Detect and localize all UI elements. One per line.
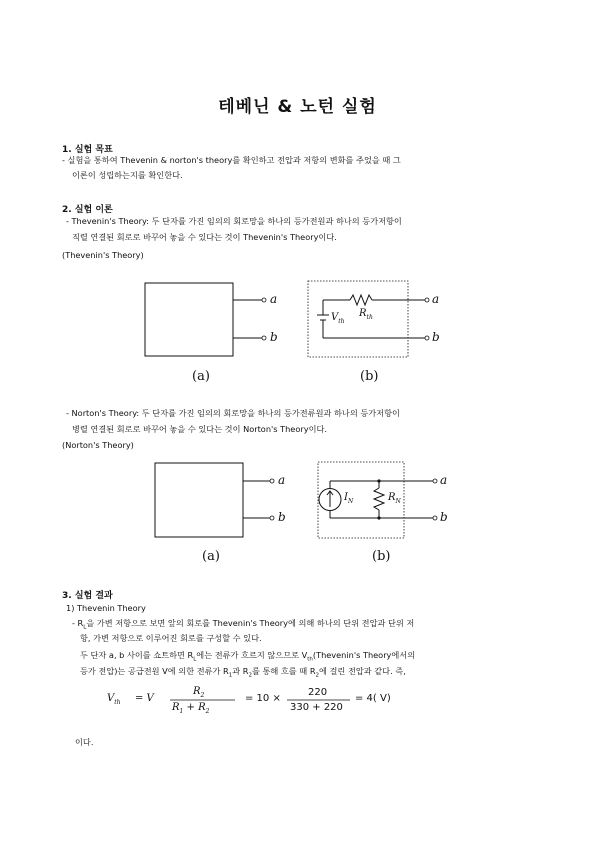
norton-label-b: b (278, 510, 286, 524)
s1-line1: - 실험을 통하여 Thevenin & norton's theory를 확인하고 전압과 저항의 변화를 주었을 때 그 (62, 155, 401, 165)
norton-label-a-b: a (440, 473, 448, 487)
rth-label: $R_{th}$ (359, 308, 373, 321)
caption-b: (b) (360, 369, 379, 384)
label-a: a (270, 292, 278, 306)
norton-label-b-b: b (440, 510, 448, 524)
resistor-rth (350, 295, 372, 305)
page-title: 테베닌 & 노턴 실험 (218, 97, 377, 117)
vth-label: $V_{th}$ (331, 312, 345, 325)
norton-label-a: a (278, 473, 286, 487)
norton-label: (Norton's Theory) (62, 440, 134, 450)
s3-sub1: 1) Thevenin Theory (66, 603, 146, 613)
section-1-heading: 1. 실험 목표 (62, 145, 113, 155)
thevenin-line1: - Thevenin's Theory: 두 단자를 가진 임의의 회로망을 하나의 등가전원과 하나의 등가저항이 (66, 216, 402, 226)
label-b: b (270, 330, 278, 344)
norton-line1: - Norton's Theory: 두 단자를 가진 임의의 회로망을 하나의 등가전류원과 하나의 등가저항이 (66, 408, 400, 418)
network-box-a (145, 283, 233, 356)
norton-line2: 병렬 연결된 회로로 바꾸어 놓을 수 있다는 것이 Norton's Theory이다. (72, 424, 327, 434)
eq-v: = V (135, 693, 154, 704)
eq-numerator-2: 220 (308, 687, 328, 698)
caption-b2: (b) (372, 549, 391, 564)
thevenin-line2: 직렬 연결된 회로로 바꾸어 놓을 수 있다는 것이 Thevenin's Theory이다. (72, 232, 337, 242)
s3-line2: 항, 가변 저항으로 이루어진 회로를 구성할 수 있다. (80, 633, 262, 643)
eq-denominator-2: 330 + 220 (290, 702, 343, 713)
eq-numerator: $R_2$ (193, 686, 205, 699)
network-box-a2 (155, 463, 243, 537)
in-label: $I_N$ (344, 492, 354, 505)
s3-line1: - $R_L$을 가변 저항으로 보면 앞의 회로를 Thevenin's Theory에 의해 하나의 단위 전압과 단위 저 (72, 618, 415, 631)
resistor-rn (374, 488, 384, 510)
rn-label: $R_N$ (388, 492, 401, 505)
label-b-b: b (432, 330, 440, 344)
eq-denominator: $R_1 + R_2$ (172, 702, 210, 715)
label-a-b: a (432, 292, 440, 306)
thevenin-label: (Thevenin's Theory) (62, 250, 144, 260)
eq-result: = 4( V) (355, 693, 391, 704)
closing-text: 이다. (75, 737, 94, 747)
thevenin-equivalent-box (308, 281, 408, 357)
eq-mid: = 10 × (245, 693, 281, 704)
s1-line2: 이론이 성립하는지를 확인한다. (72, 170, 183, 180)
caption-a2: (a) (202, 549, 220, 564)
caption-a: (a) (192, 369, 210, 384)
terminal-a (262, 298, 266, 302)
s3-line4: 등가 전압)는 공급전원 V에 의한 전류가 $R_1$과 $R_2$를 통해 흐를 때 $R_2$에 걸린 전압과 같다. 즉, (80, 666, 406, 679)
s3-line3: 두 단자 a, b 사이를 쇼트하면 $R_L$에는 전류가 흐르지 않으므로 $V_{th}(Thevenin's$ Theory에서의 (80, 650, 416, 663)
section-2-heading: 2. 실험 이론 (62, 205, 113, 215)
section-3-heading: 3. 실험 결과 (62, 591, 113, 601)
terminal-b (262, 336, 266, 340)
eq-lhs: $V_{th}$ (107, 693, 121, 706)
